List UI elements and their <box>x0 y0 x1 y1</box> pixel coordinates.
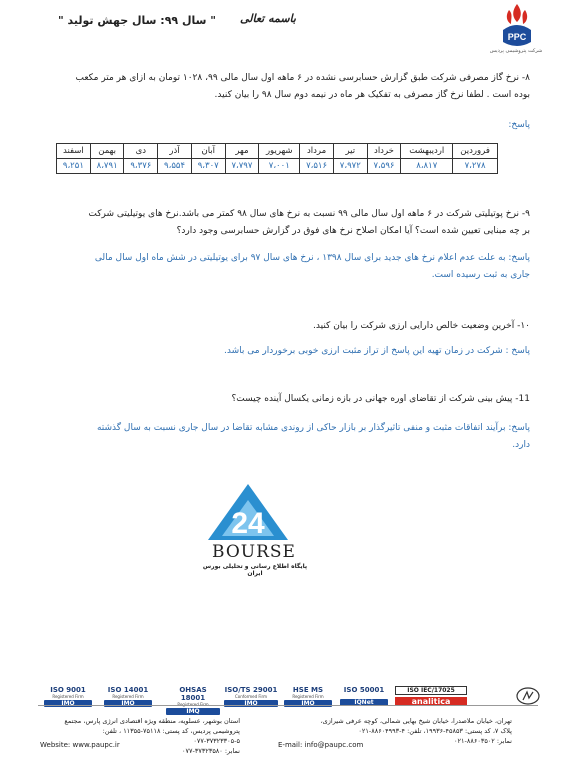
cert-iso-ts-29001: ISO/TS 29001 Conformed Firm IMQ <box>224 686 278 707</box>
table-value-cell: ۸،۸۱۷ <box>401 159 453 174</box>
table-month-cell: بهمن <box>90 144 124 159</box>
question-8-line-2: بوده است . لطفا نرخ گاز مصرفی به تفکیک هر ماه در نیمه دوم سال ۹۸ را بیان کنید. <box>214 90 530 100</box>
cert-iso-9001: ISO 9001 Registered Firm IMQ <box>44 686 92 707</box>
table-value-cell: ۹،۲۵۱ <box>57 159 91 174</box>
table-value-cell: ۷،۷۹۷ <box>225 159 259 174</box>
table-value-cell: ۸،۷۹۱ <box>90 159 124 174</box>
email-link[interactable]: E-mail: info@paupc.com <box>278 741 364 749</box>
cert-iso-50001: ISO 50001 IQNet <box>340 686 388 706</box>
footer-divider <box>38 705 538 706</box>
table-month-cell: خرداد <box>367 144 401 159</box>
table-value-cell: ۹،۳۷۶ <box>124 159 158 174</box>
table-value-cell: ۹،۵۵۴ <box>158 159 192 174</box>
answer-11-line-2: دارد. <box>512 440 530 450</box>
table-value-row <box>57 159 498 174</box>
table-month-cell: مهر <box>225 144 259 159</box>
question-9-line-2: بر چه مبنایی تعیین شده است؟ آیا امکان اصلاح نرخ های فوق در گزارش حسابرسی وجود دارد؟ <box>176 226 530 236</box>
table-month-cell: شهریور <box>259 144 300 159</box>
answer-11 <box>52 420 530 454</box>
answer-9-line-2: جاری به ثبت رسیده است. <box>431 270 530 280</box>
table-value-cell: ۹،۳۰۷ <box>191 159 225 174</box>
answer-9-line-1: پاسخ: به علت عدم اعلام نرخ های جدید برای سال ۱۳۹۸ ، نرخ های سال ۹۷ برای یوتیلیتی در شش ماه اول سال مالی <box>94 253 530 263</box>
answer-10: پاسخ : شرکت در زمان تهیه این پاسخ از تراز مثبت ارزی خوبی برخوردار می باشد. <box>224 346 530 356</box>
footer-address-tehran: تهران، خیابان ملاصدرا، خیابان شیخ بهایی شمالی، کوچه عرفی شیرازی، پلاک ۷، کد پستی: ۴۵۸۵۳-۱۹۹۳۶، تلفن: ۴-۸۸۶۰۴۹۹۳-۰۲۱ نمابر: ۸۸۶۰۳۵۰۲-۰۲۱ <box>320 717 512 745</box>
table-month-cell: فروردین <box>453 144 498 159</box>
table-month-cell: اسفند <box>57 144 91 159</box>
footer-address-bushehr: استان بوشهر، عسلویه، منطقه ویژه اقتصادی انرژی پارس، مجتمع پتروشیمی پردیس، کد پستی: ۷۵۱۱۸-۱۱۳۵۵ ، تلفن: ۵-۳۷۳۲۳۳۰۵-۰۷۷ نمابر: ۳۷۳۲۳۵۸۰-۰۷۷ <box>64 717 240 755</box>
invocation-heading: باسمه تعالی <box>240 12 296 25</box>
gas-rate-table <box>56 143 498 174</box>
question-10: ۱۰- آخرین وضعیت خالص دارایی ارزی شرکت را بیان کنید. <box>313 321 530 331</box>
website-link[interactable]: Website: www.paupc.ir <box>40 741 120 749</box>
svg-text:24: 24 <box>231 507 265 540</box>
table-month-cell: تیر <box>333 144 367 159</box>
cert-iso-14001: ISO 14001 Registered Firm IMQ <box>104 686 152 707</box>
cert-hse-ms: HSE MS Registered Firm IMQ <box>284 686 332 707</box>
table-value-cell: ۷،۰۰۱ <box>259 159 300 174</box>
svg-text:PPC: PPC <box>507 32 527 42</box>
table-value-cell: ۷،۵۹۶ <box>367 159 401 174</box>
question-11: 11- پیش بینی شرکت از تقاضای اوره جهانی در بازه زمانی یکسال آینده چیست؟ <box>231 394 530 404</box>
table-header-row <box>57 144 498 159</box>
question-9-line-1: ۹- نرخ پوتیلیتی شرکت در ۶ ماهه اول سال مالی ۹۹ نسبت به نرخ های سال ۹۸ کمتر می باشد.نرخ های یوتیلیتی شرکت <box>88 209 530 219</box>
table-month-cell: مرداد <box>300 144 334 159</box>
cert-ohsas-18001: OHSAS 18001 Registered Firm IMQ <box>166 686 220 715</box>
table-month-cell: آبان <box>191 144 225 159</box>
answer-9 <box>52 250 530 284</box>
ppc-logo-icon <box>481 2 553 64</box>
question-8-line-1: ۸- نرخ گاز مصرفی شرکت طبق گزارش حسابرسی نشده در ۶ ماهه اول سال مالی ۹۹، ۱۰۲۸ تومان به ازای هر متر مکعب <box>75 73 530 83</box>
bourse-tagline: پایگاه اطلاع رسانی و تحلیلی بورس ایران <box>202 563 308 577</box>
table-month-cell: دی <box>124 144 158 159</box>
question-9 <box>52 206 530 240</box>
table-value-cell: ۷،۵۱۶ <box>300 159 334 174</box>
question-8 <box>52 70 530 104</box>
company-emblem-icon <box>515 686 541 706</box>
table-value-cell: ۷،۲۷۸ <box>453 159 498 174</box>
bourse-wordmark: BOURSE <box>212 542 296 562</box>
logo-caption: شرکت پتروشیمی پردیس <box>489 48 543 54</box>
table-month-cell: آذر <box>158 144 192 159</box>
year-slogan: " سال ۹۹: سال جهش تولید " <box>58 14 217 27</box>
table-value-cell: ۷،۹۷۲ <box>333 159 367 174</box>
answer-11-line-1: پاسخ: برآیند اتفاقات مثبت و منفی تاثیرگذار بر بازار حاکی از روندی مشابه تقاضا در سال جاری نسبت به سال گذشته <box>96 423 530 433</box>
cert-iso-iec-17025: ISO IEC/17025 analitica <box>395 686 467 706</box>
table-month-cell: اردیبهشت <box>401 144 453 159</box>
answer-8-label: پاسخ: <box>508 120 530 130</box>
